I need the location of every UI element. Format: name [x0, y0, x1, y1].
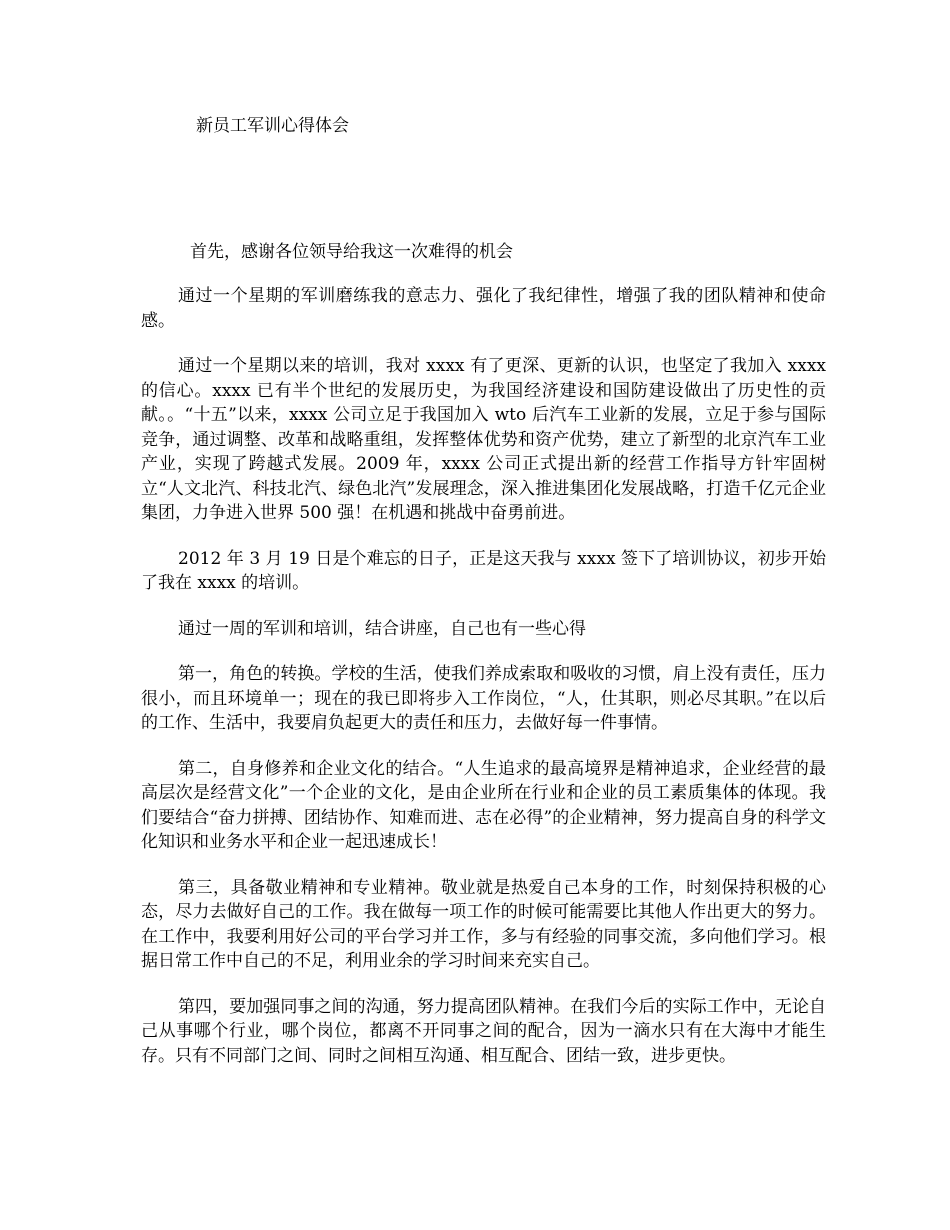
paragraph-training-date: 2012 年 3 月 19 日是个难忘的日子，正是这天我与 xxxx 签下了培训协议，初步开始了我在 xxxx 的培训。 — [141, 548, 826, 593]
greeting-line: 首先，感谢各位领导给我这一次难得的机会 — [190, 242, 513, 262]
paragraph-military-training: 通过一个星期的军训磨练我的意志力、强化了我纪律性，增强了我的团队精神和使命感。 — [141, 286, 826, 331]
document-body — [141, 284, 826, 1089]
document-title: 新员工军训心得体会 — [196, 116, 349, 136]
paragraph-point-two: 第二，自身修养和企业文化的结合。“人生追求的最高境界是精神追求，企业经营的最高层次是经营文化”一个企业的文化，是由企业所在行业和企业的员工素质集体的体现。我们要结合“奋力拼搏、团结协作、知难而进、志在必得”的企业精神，努力提高自身的科学文化知识和业务水平和企业一起迅速成长！ — [141, 758, 826, 852]
paragraph-point-one: 第一，角色的转换。学校的生活，使我们养成索取和吸收的习惯，肩上没有责任，压力很小，而且环境单一；现在的我已即将步入工作岗位，“人，仕其职，则必尽其职。”在以后的工作、生活中，我要肩负起更大的责任和压力，去做好每一件事情。 — [141, 664, 826, 733]
paragraph-point-four: 第四，要加强同事之间的沟通，努力提高团队精神。在我们今后的实际工作中，无论自己从事哪个行业，哪个岗位，都离不开同事之间的配合，因为一滴水只有在大海中才能生存。只有不同部门之间、同时之间相互沟通、相互配合、团结一致，进步更快。 — [141, 996, 826, 1066]
paragraph-company-history: 通过一个星期以来的培训，我对 xxxx 有了更深、更新的认识，也坚定了我加入 xxxx 的信心。xxxx 已有半个世纪的发展历史，为我国经济建设和国防建设做出了历史性的贡献。。“十五”以来，xxxx 公司立足于我国加入 wto 后汽车工业新的发展，立足于参与国际竞争，通过调整、改革和战略重组，发挥整体优势和资产优势，建立了新型的北京汽车工业产业，实现了跨越式发展。2009 年，xxxx 公司正式提出新的经营工作指导方针牢固树立“人文北汽、科技北汽、绿色北汽”发展理念，深入推进集团化发展战略，打造千亿元企业集团，力争进入世界 500 强！在机遇和挑战中奋勇前进。 — [141, 356, 826, 523]
paragraph-point-three: 第三，具备敬业精神和专业精神。敬业就是热爱自己本身的工作，时刻保持积极的心态，尽力去做好自己的工作。我在做每一项工作的时候可能需要比其他人作出更大的努力。在工作中，我要利用好公司的平台学习并工作，多与有经验的同事交流，多向他们学习。根据日常工作中自己的不足，利用业余的学习时间来充实自己。 — [141, 877, 826, 971]
paragraph-insights-intro: 通过一周的军训和培训，结合讲座，自己也有一些心得 — [178, 618, 586, 639]
